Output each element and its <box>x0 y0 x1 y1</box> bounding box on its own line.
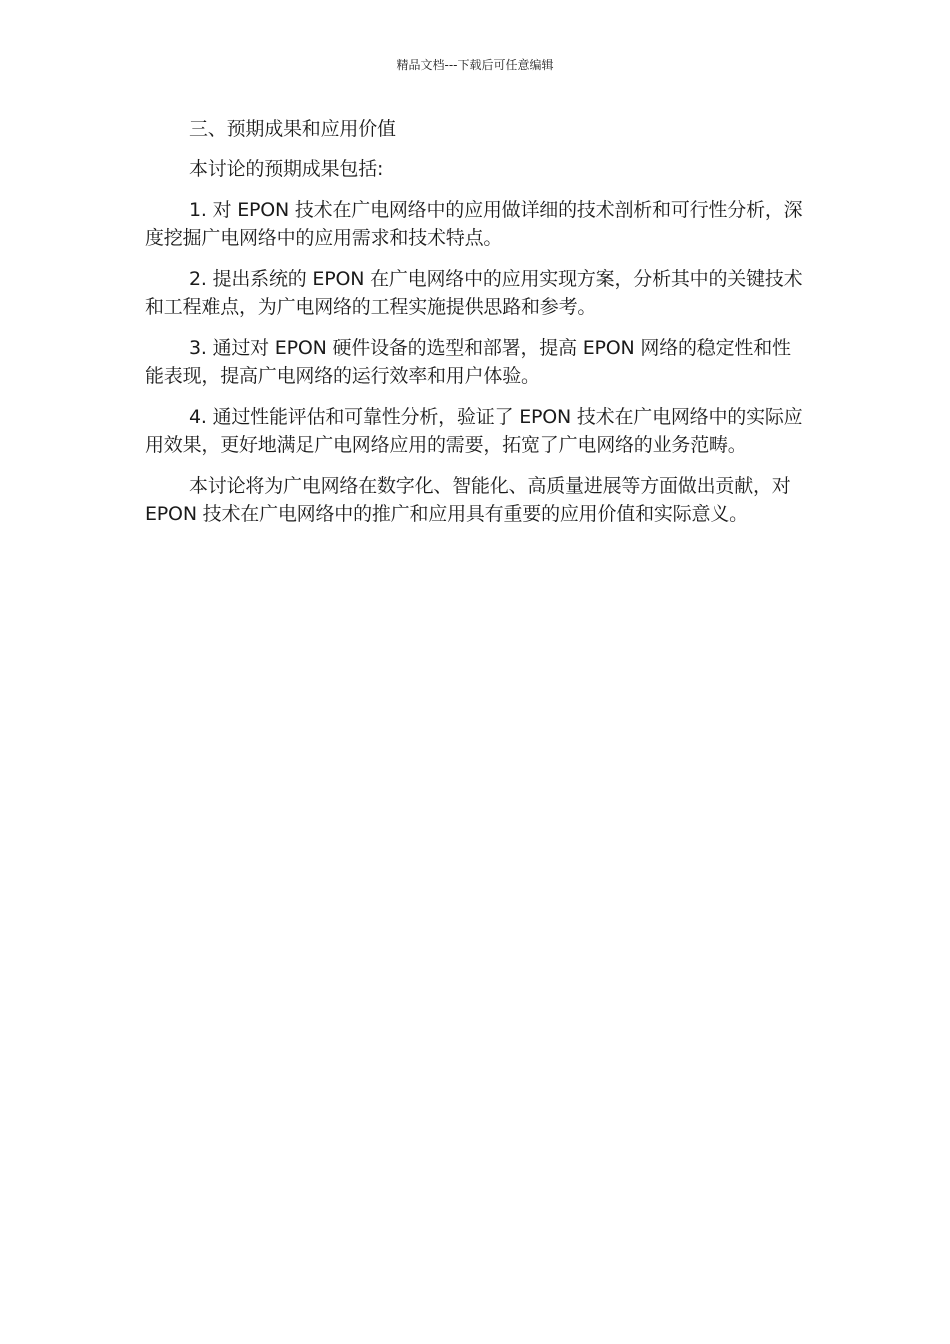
conclusion-paragraph: 本讨论将为广电网络在数字化、智能化、高质量进展等方面做出贡献，对 EPON 技术在广电网络中的推广和应用具有重要的应用价值和实际意义。 <box>145 475 791 525</box>
list-item: 4. 通过性能评估和可靠性分析，验证了 EPON 技术在广电网络中的实际应用效果，更好地满足广电网络应用的需要，拓宽了广电网络的业务范畴。 <box>145 406 803 456</box>
section-heading: 三、预期成果和应用价值 <box>189 118 396 140</box>
list-item: 1. 对 EPON 技术在广电网络中的应用做详细的技术剖析和可行性分析，深度挖掘广电网络中的应用需求和技术特点。 <box>145 199 803 249</box>
list-item: 3. 通过对 EPON 硬件设备的选型和部署，提高 EPON 网络的稳定性和性能表现，提高广电网络的运行效率和用户体验。 <box>145 337 791 387</box>
document-body <box>145 116 807 542</box>
list-item: 2. 提出系统的 EPON 在广电网络中的应用实现方案，分析其中的关键技术和工程难点，为广电网络的工程实施提供思路和参考。 <box>145 268 803 318</box>
intro-paragraph: 本讨论的预期成果包括: <box>189 157 384 180</box>
page-header: 精品文档---下载后可任意编辑 <box>396 58 554 72</box>
